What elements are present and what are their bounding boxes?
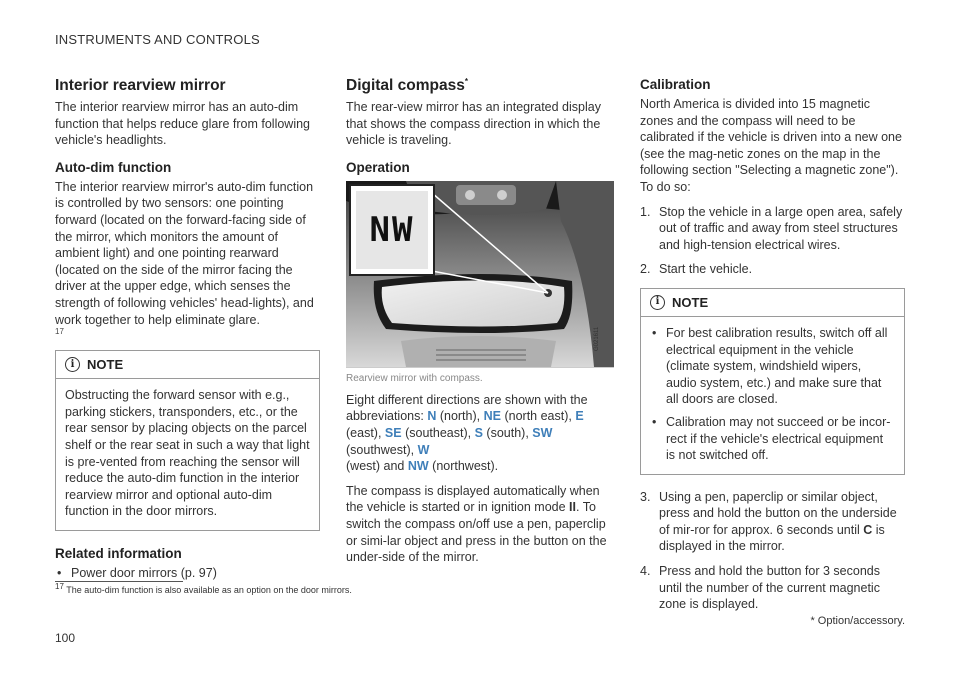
bullet-icon: • [652, 414, 657, 429]
footnote-reference: 17 [55, 327, 64, 337]
note-label: NOTE [87, 357, 124, 373]
option-asterisk: * [464, 76, 468, 86]
calibration-indicator: C [863, 522, 873, 537]
direction-abbr-w: W [417, 442, 430, 457]
direction-abbr-sw: SW [532, 425, 553, 440]
bullet-icon: • [652, 325, 657, 340]
direction-abbr-nw: NW [407, 459, 429, 474]
compass-intro: The rear-view mirror has an integrated display that shows the compass direction in which the vehicle is traveling. [346, 100, 601, 148]
note-bullet-item: • For best calibration results, switch off all electrical equipment in the vehicle (climate system, windshield wipers, audio system, etc.) and make sure that all doors are closed. [652, 325, 888, 407]
direction-abbr-n: N [427, 409, 437, 424]
direction-abbr-se: SE [384, 425, 402, 440]
subtitle-auto-dim: Auto-dim function [55, 159, 172, 175]
bullet-icon: • [57, 565, 62, 580]
figure-caption: Rearview mirror with compass. [346, 372, 483, 384]
column-calibration [640, 76, 905, 621]
calibration-steps-2 [640, 489, 905, 613]
note-header [641, 289, 904, 317]
step-item: 3. Using a pen, paperclip or similar object, press and hold the button on the underside of mir-ror for approx. 6 seconds until C is displayed in the mirror. [640, 489, 897, 554]
subtitle-calibration: Calibration [640, 77, 711, 92]
subtitle-operation: Operation [346, 159, 410, 175]
running-header: INSTRUMENTS AND CONTROLS [55, 32, 260, 47]
step-item: 2. Start the vehicle. [640, 262, 753, 277]
note-header [56, 351, 319, 379]
rearview-mirror-illustration [346, 181, 614, 368]
note-bullets [650, 325, 895, 464]
section-title-digital-compass: Digital compass* [346, 76, 468, 94]
note-label: NOTE [672, 294, 709, 310]
note-text: Obstructing the forward sensor with e.g., parking stickers, transponders, etc., or the rear sensor by placing objects on the parcel shelf or the rear seat in such a way that light is pre-vented from reaching the sensor will reduce the auto-dim function in the interior rearview mirror and optional auto-dim function in the door mirrors. [65, 388, 310, 519]
auto-dim-body: The interior rearview mirror's auto-dim function is controlled by two sensors: one pointing forward (located on the forward-facing side of the mirror, which monitors the amount of ambient light) and one pointing rearward (located on the side of the mirror facing the driver at the upper edge, which senses the strength of following vehicles' head-lights), and work together to help eliminate glare. [55, 179, 314, 327]
section-title-interior-mirror: Interior rearview mirror [55, 77, 226, 94]
step-item: 4. Press and hold the button for 3 seconds until the number of the current magnetic zone is displayed. [640, 564, 880, 612]
note-box-calibration [640, 288, 905, 475]
compass-display: NW [369, 209, 415, 250]
related-information-title: Related information [55, 545, 182, 561]
calibration-intro: North America is divided into 15 magnetic zones and the compass will need to be calibrated if the vehicle is driven into a new one (see the mag-netic zones on the map in the following section "Selecting a magnetic zone"). To do so: [640, 97, 902, 194]
note-bullet-item: • Calibration may not succeed or be incor-rect if the vehicle's electrical equipment is not switched off. [652, 414, 891, 463]
figure-code: G021611 [594, 326, 600, 351]
compass-auto-display-paragraph: The compass is displayed automatically when the vehicle is started or in ignition mode II. To switch the compass on/off use a pen, paperclip or simi-lar object and press in the button on the under-side of the mirror. [346, 483, 607, 565]
related-item[interactable]: • Power door mirrors (p. 97) [57, 565, 217, 580]
page-number: 100 [55, 631, 76, 645]
direction-abbr-ne: NE [483, 409, 501, 424]
footnote: 17 The auto-dim function is also available as an option on the door mirrors. [55, 582, 352, 595]
column-digital-compass [346, 76, 614, 566]
related-list [55, 565, 320, 582]
direction-abbr-s: S [474, 425, 483, 440]
directions-paragraph: Eight different directions are shown with the abbreviations: N (north), NE (north east), E (east), SE (southeast), S (south), SW (southwest), W (west) and NW (northwest). [346, 392, 588, 474]
info-icon: i [650, 295, 665, 310]
column-interior-mirror [55, 76, 320, 587]
footnote-divider [55, 581, 183, 582]
note-box-sensor [55, 350, 320, 531]
info-icon: i [65, 357, 80, 372]
option-accessory-note: * Option/accessory. [810, 615, 905, 627]
direction-abbr-e: E [575, 409, 584, 424]
ignition-mode: II [569, 500, 576, 515]
step-item: 1. Stop the vehicle in a large open area, safely out of traffic and away from steel structures and high-tension electrical wires. [640, 204, 903, 252]
calibration-steps-1 [640, 204, 905, 278]
interior-mirror-intro: The interior rearview mirror has an auto-dim function that helps reduce glare from following vehicle's headlights. [55, 100, 311, 148]
